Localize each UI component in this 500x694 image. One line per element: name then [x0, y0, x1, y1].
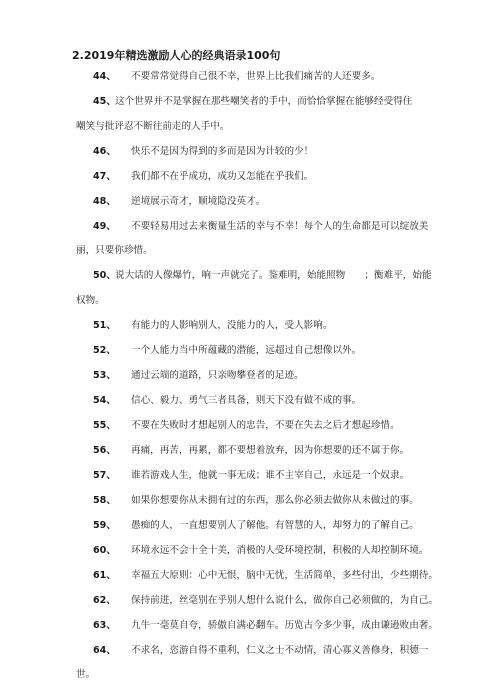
quote-item — [0, 171, 500, 196]
quote-item — [0, 520, 500, 545]
quote-number: 44、 — [93, 71, 116, 83]
quote-number: 49、 — [93, 221, 116, 233]
quote-text: 幸福五大原则：心中无恨，脑中无忧，生活简单，多些付出，少些期待。 — [131, 570, 438, 582]
quote-item — [0, 395, 500, 420]
quote-item — [0, 345, 500, 370]
quote-item — [0, 445, 500, 470]
quote-item — [0, 221, 500, 271]
quote-text: 不要轻易用过去来衡量生活的幸与不幸！每个人的生命都是可以绽放美 — [131, 221, 428, 233]
quote-item — [0, 495, 500, 520]
quote-number: 48、 — [93, 196, 116, 208]
quote-item — [0, 196, 500, 221]
quote-text: 谁若游戏人生，他就一事无成；谁不主宰自己，永远是一个奴隶。 — [131, 470, 409, 482]
quote-item — [0, 146, 500, 171]
quote-text: 一个人能力当中所蕴藏的潜能，远超过自己想像以外。 — [131, 345, 361, 357]
quote-item — [0, 420, 500, 445]
quote-item — [0, 270, 500, 320]
quote-number: 53、 — [93, 370, 116, 382]
quote-item — [0, 620, 500, 645]
quote-text: 九牛一毫莫自夸，骄傲自满必翻车。历览古今多少事，成由谦逊败由奢。 — [131, 620, 438, 632]
quote-number: 59、 — [93, 520, 116, 532]
quote-text: 不要常常觉得自己很不幸，世界上比我们痛苦的人还要多。 — [131, 71, 380, 83]
quote-text: 不要在失败时才想起别人的忠告，不要在失去之后才想起珍惜。 — [131, 420, 400, 432]
quote-text: 再痛，再苦，再累，都不要想着放弃，因为你想要的还不属于你。 — [131, 445, 409, 457]
quote-item — [0, 96, 500, 146]
quote-number: 60、 — [93, 545, 116, 557]
quote-number: 47、 — [93, 171, 116, 183]
quote-text: 愚痴的人，一直想要别人了解他。有智慧的人，却努力的了解自己。 — [131, 520, 419, 532]
quote-number: 52、 — [93, 345, 116, 357]
quote-text: 环境永远不会十全十美，消极的人受环境控制，积极的人却控制环境。 — [131, 545, 428, 557]
quote-text: 如果你想要你从未拥有过的东西，那么你必须去做你从未做过的事。 — [131, 495, 419, 507]
quote-text-continuation: 世。 — [76, 669, 95, 681]
quote-text: 快乐不是因为得到的多而是因为计较的少！ — [131, 146, 313, 158]
quote-text: 这个世界并不是掌握在那些嘲笑者的手中，而恰恰掌握在能够经受得住 — [115, 96, 412, 108]
quote-text: 我们都不在乎成功，成功又怎能在乎我们。 — [131, 171, 313, 183]
quote-item — [0, 370, 500, 395]
quote-item — [0, 570, 500, 595]
quote-number: 46、 — [93, 146, 116, 158]
document-title: 2.2019年精选激励人心的经典语录100句 — [72, 47, 280, 63]
quote-text: 说大话的人像爆竹，响一声就完了。鉴难明，始能照物 ；衡难平，始能 — [115, 270, 432, 282]
quote-text: 保持前进，丝毫别在乎别人想什么说什么，做你自己必须做的，为自己。 — [131, 595, 438, 607]
quote-number: 54、 — [93, 395, 116, 407]
quote-list — [0, 71, 500, 694]
quote-number: 45、 — [93, 96, 116, 108]
quote-number: 50、 — [93, 270, 116, 282]
quote-item — [0, 645, 500, 694]
quote-number: 58、 — [93, 495, 116, 507]
quote-text: 信心、毅力、勇气三者具备，则天下没有做不成的事。 — [131, 395, 361, 407]
quote-number: 63、 — [93, 620, 116, 632]
quote-text: 逆境展示奇才，顺境隐没英才。 — [131, 196, 265, 208]
quote-number: 61、 — [93, 570, 116, 582]
quote-number: 57、 — [93, 470, 116, 482]
quote-item — [0, 320, 500, 345]
quote-number: 56、 — [93, 445, 116, 457]
quote-text: 有能力的人影响别人，没能力的人，受人影响。 — [131, 320, 332, 332]
quote-number: 62、 — [93, 595, 116, 607]
quote-number: 51、 — [93, 320, 116, 332]
quote-item — [0, 71, 500, 96]
quote-text-continuation: 权物。 — [76, 295, 105, 307]
quote-item — [0, 470, 500, 495]
quote-text-continuation: 嘲笑与批评忍不断往前走的人手中。 — [76, 121, 230, 133]
quote-number: 64、 — [93, 645, 116, 657]
quote-text: 不求名，恣游自得不重利，仁义之士不动情，清心寡义善修身，积德一 — [131, 645, 428, 657]
quote-item — [0, 595, 500, 620]
quote-text: 通过云端的道路，只亲吻攀登者的足迹。 — [131, 370, 304, 382]
quote-number: 55、 — [93, 420, 116, 432]
quote-text-continuation: 丽，只要你珍惜。 — [76, 245, 153, 257]
